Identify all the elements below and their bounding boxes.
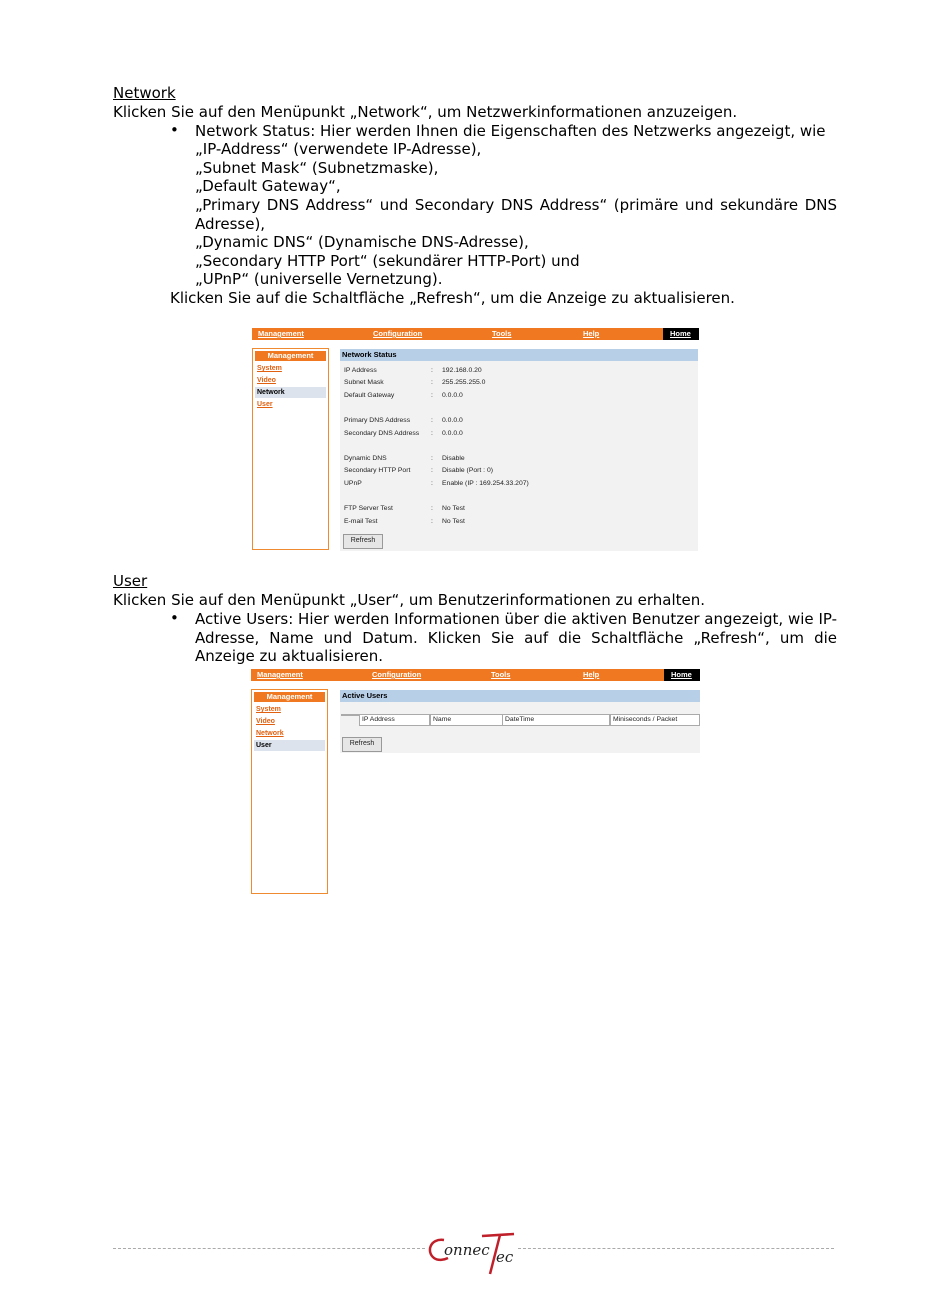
nav-tools[interactable]: Tools [491,670,511,679]
footer-divider-left [113,1248,425,1249]
sidebar-item-user[interactable]: User [256,742,272,749]
nav-home[interactable]: Home [671,670,692,679]
row-label: Primary DNS Address [344,417,411,424]
nav-configuration[interactable]: Configuration [373,329,423,338]
row-label: Dynamic DNS [344,455,387,462]
network-status-screenshot [252,328,699,552]
sidebar-item-video[interactable]: Video [256,718,275,725]
connectec-logo [424,1232,520,1278]
user-heading: User [113,572,148,590]
nav-help[interactable]: Help [583,670,600,679]
nav-management[interactable]: Management [257,670,303,679]
row-sep: : [431,480,433,487]
row-sep: : [431,518,433,525]
table-header: Miniseconds / Packet [610,714,700,726]
row-label: IP Address [344,367,377,374]
table-header: Name [430,714,503,726]
row-label: E-mail Test [344,518,378,525]
user-bullet-text: Active Users: Hier werden Informationen über die aktiven Benutzer angezeigt, wie IP-Adresse, Name und Datum. Klicken Sie auf die Schaltfläche „Refresh“, um die Anzeige zu aktualisieren. [195,610,837,666]
row-sep: : [431,392,433,399]
sidebar-item-video[interactable]: Video [257,377,276,384]
row-value: No Test [442,505,465,512]
network-bullet-line: „Secondary HTTP Port“ (sekundärer HTTP-Port) und [195,252,580,270]
row-value: 255.255.255.0 [442,379,486,386]
nav-home[interactable]: Home [670,329,691,338]
sidebar-item-network[interactable]: Network [257,389,285,396]
row-label: UPnP [344,480,362,487]
refresh-button[interactable]: Refresh [343,534,383,549]
row-value: Enable (IP : 169.254.33.207) [442,480,529,487]
active-users-panel [340,690,700,753]
sidebar-title: Management [254,692,325,702]
user-intro: Klicken Sie auf den Menüpunkt „User“, um Benutzerinformationen zu erhalten. [113,591,706,609]
sidebar-item-network[interactable]: Network [256,730,284,737]
logo-text-1: onnec [444,1241,490,1259]
network-bullet-line: „Subnet Mask“ (Subnetzmaske), [195,159,439,177]
row-sep: : [431,367,433,374]
table-header: IP Address [359,714,430,726]
refresh-button[interactable]: Refresh [342,737,382,752]
row-value: No Test [442,518,465,525]
row-sep: : [431,505,433,512]
bullet-icon: • [170,121,179,139]
sidebar-item-user[interactable]: User [257,401,273,408]
row-sep: : [431,379,433,386]
nav-configuration[interactable]: Configuration [372,670,422,679]
network-refresh-note: Klicken Sie auf die Schaltfläche „Refresh“, um die Anzeige zu aktualisieren. [170,289,735,307]
row-label: FTP Server Test [344,505,393,512]
row-value: 0.0.0.0 [442,417,463,424]
row-sep: : [431,467,433,474]
row-value: 192.168.0.20 [442,367,482,374]
row-value: Disable (Port : 0) [442,467,493,474]
shot-top-nav [252,328,699,340]
table-header: DateTime [502,714,610,726]
sidebar-item-system[interactable]: System [257,365,282,372]
nav-tools[interactable]: Tools [492,329,512,338]
network-bullet-line: „IP-Address“ (verwendete IP-Adresse), [195,140,482,158]
network-status-panel [340,349,698,551]
nav-help[interactable]: Help [583,329,600,338]
row-label: Subnet Mask [344,379,384,386]
active-users-screenshot [251,669,700,895]
sidebar [252,348,329,550]
network-bullet-line: „Primary DNS Address“ und Secondary DNS Address“ (primäre und sekundäre DNS Adresse), [195,196,837,233]
shot-top-nav [251,669,700,681]
row-sep: : [431,417,433,424]
row-sep: : [431,455,433,462]
row-value: 0.0.0.0 [442,430,463,437]
network-bullet-line: „Dynamic DNS“ (Dynamische DNS-Adresse), [195,233,529,251]
sidebar-item-system[interactable]: System [256,706,281,713]
table-header-blank [341,714,360,716]
sidebar [251,689,328,894]
bullet-icon: • [170,609,179,627]
sidebar-title: Management [255,351,326,361]
panel-title: Active Users [340,690,700,702]
network-heading: Network [113,84,176,102]
row-sep: : [431,430,433,437]
network-intro: Klicken Sie auf den Menüpunkt „Network“, um Netzwerkinformationen anzuzeigen. [113,103,738,121]
network-bullet-line: „UPnP“ (universelle Vernetzung). [195,270,443,288]
panel-title: Network Status [340,349,698,361]
nav-management[interactable]: Management [258,329,304,338]
row-value: 0.0.0.0 [442,392,463,399]
row-label: Secondary HTTP Port [344,467,411,474]
footer-divider-right [518,1248,834,1249]
network-bullet-line: Network Status: Hier werden Ihnen die Eigenschaften des Netzwerks angezeigt, wie [195,122,826,140]
row-label: Secondary DNS Address [344,430,420,437]
row-label: Default Gateway [344,392,395,399]
logo-text-2: ec [496,1248,514,1266]
row-value: Disable [442,455,465,462]
network-bullet-line: „Default Gateway“, [195,177,341,195]
